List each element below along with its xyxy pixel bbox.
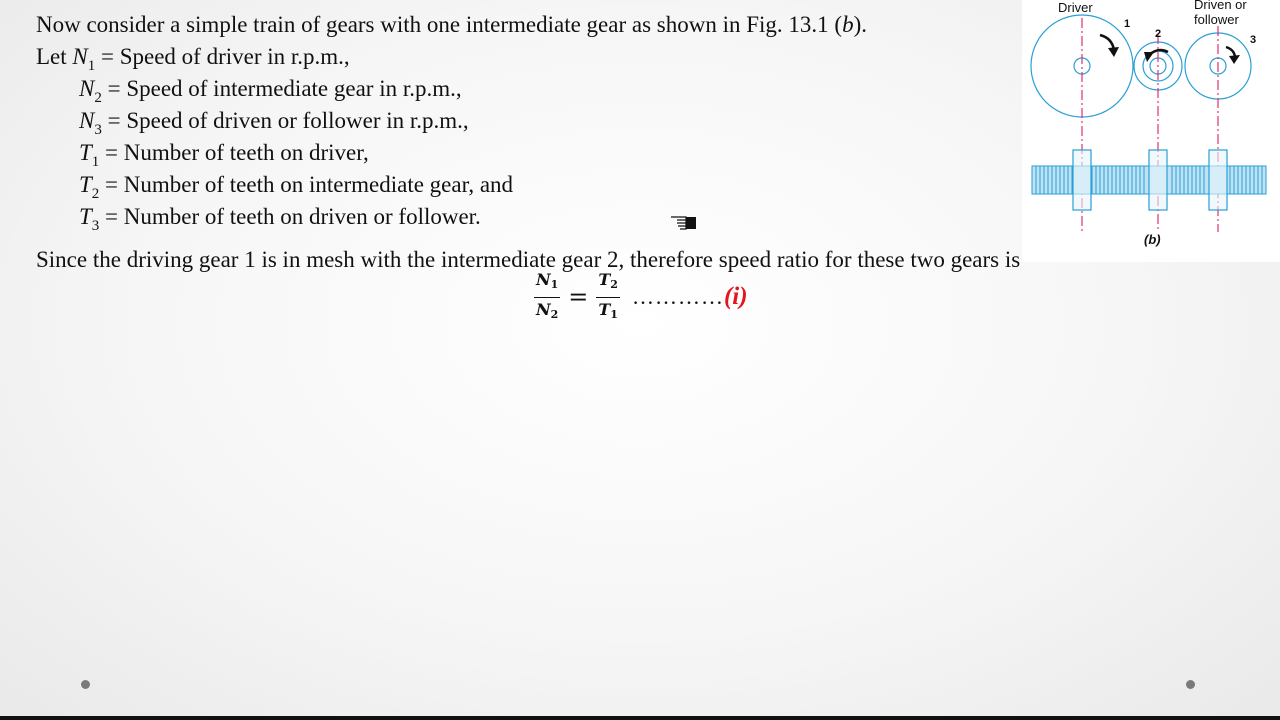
driven-label-line2: follower — [1194, 12, 1239, 27]
definition-symbol: T — [79, 140, 92, 165]
definition-symbol: N — [79, 76, 95, 101]
speed-ratio-equation — [534, 270, 748, 324]
driven-shaft — [1209, 150, 1227, 210]
driver-arrowhead — [1108, 47, 1119, 57]
definition-subscript: 3 — [94, 122, 102, 138]
fraction-t2-over-t1 — [596, 270, 620, 325]
driver-shaft — [1073, 150, 1091, 210]
fraction-numerator: T2 — [596, 270, 620, 298]
gear-number-1: 1 — [1124, 18, 1131, 30]
definition-symbol: N — [72, 44, 88, 69]
definition-symbol: T — [79, 172, 92, 197]
equation-tag: (i) — [723, 283, 748, 310]
intro-text: Now consider a simple train of gears with one intermediate gear as shown in Fig. 13.1 ( — [36, 12, 843, 37]
fraction-numerator: N1 — [534, 270, 560, 298]
gear-train-figure — [1022, 0, 1280, 262]
intermediate-shaft — [1149, 150, 1167, 210]
intro-line — [36, 11, 867, 39]
equals-sign: = — [568, 283, 589, 311]
hand-pointer-icon — [668, 211, 700, 231]
definition-symbol: T — [79, 204, 92, 229]
intro-text-end: ). — [853, 12, 867, 37]
driven-label-line1: Driven or — [1194, 0, 1247, 12]
fraction-n1-over-n2 — [534, 270, 560, 325]
definition-subscript: 2 — [91, 186, 100, 202]
driven-arrowhead — [1229, 55, 1240, 64]
definition-prefix: Let — [36, 44, 73, 69]
fraction-denominator: T1 — [598, 299, 618, 321]
definition-subscript: 1 — [87, 58, 96, 74]
slide-marker-right — [1186, 680, 1195, 689]
definition-text: = Speed of driver in r.p.m., — [95, 44, 350, 69]
definition-subscript: 3 — [91, 218, 100, 234]
definition-text: = Speed of intermediate gear in r.p.m., — [101, 76, 462, 101]
speed-ratio-statement: Since the driving gear 1 is in mesh with the intermediate gear 2, therefore speed ratio for these two gears is — [36, 247, 1021, 272]
bottom-border — [0, 716, 1280, 720]
definition-subscript: 2 — [94, 90, 102, 106]
definition-subscript: 1 — [91, 154, 100, 170]
definition-text: = Number of teeth on driver, — [99, 140, 369, 165]
definition-text: = Number of teeth on driven or follower. — [99, 204, 481, 229]
intro-fig-letter: b — [842, 12, 854, 37]
gear-number-3: 3 — [1250, 34, 1257, 46]
gear-train-diagram — [1022, 0, 1280, 262]
driver-label: Driver — [1058, 0, 1093, 15]
equation-leader-dots: ………… — [631, 284, 724, 309]
driver-gear — [1031, 15, 1133, 117]
definition-t3 — [79, 203, 481, 240]
gear-number-2: 2 — [1155, 28, 1162, 40]
figure-caption: (b) — [1144, 232, 1161, 247]
fraction-denominator: N2 — [536, 299, 559, 321]
definition-text: = Number of teeth on intermediate gear, and — [99, 172, 514, 197]
definition-symbol: N — [79, 108, 95, 133]
slide-marker-left — [81, 680, 90, 689]
definition-text: = Speed of driven or follower in r.p.m., — [101, 108, 469, 133]
